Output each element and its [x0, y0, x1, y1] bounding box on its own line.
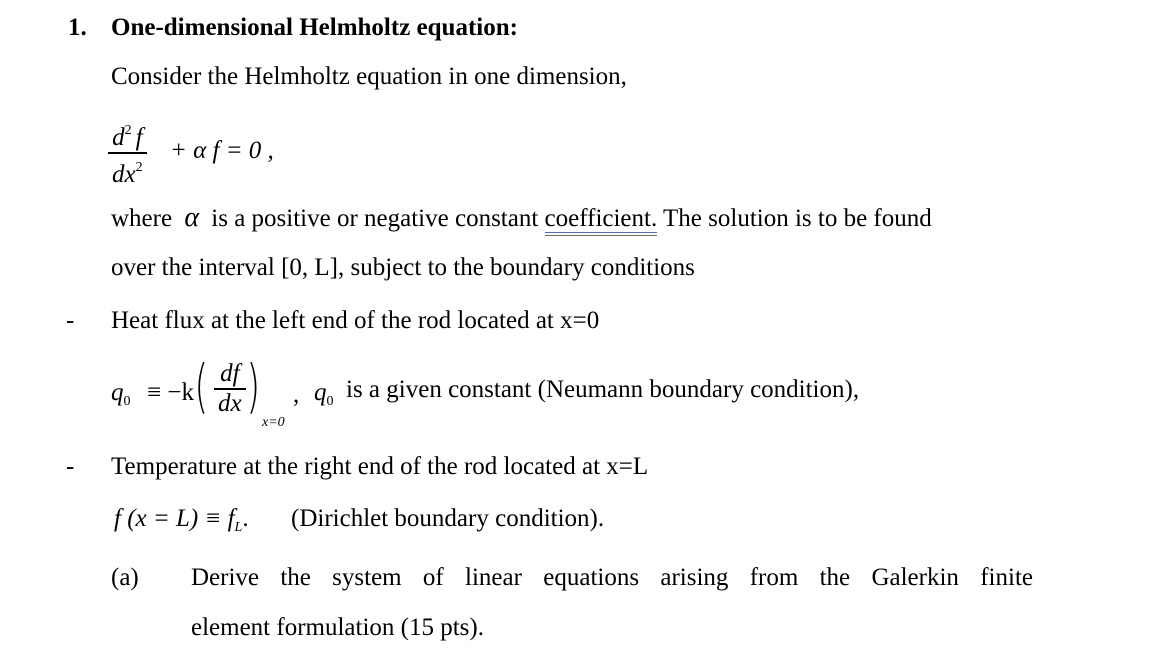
- neumann-note: is a given constant (Neumann boundary condition),: [346, 376, 860, 403]
- left-paren: (: [194, 352, 209, 420]
- desc-over: over the interval: [111, 254, 275, 281]
- main-equation-fraction: [108, 117, 147, 189]
- main-equation-denominator: $dx^2$: [112, 159, 143, 188]
- dirichlet-equation: [114, 504, 249, 543]
- neumann-fraction: [214, 360, 246, 418]
- part-a-label: (a): [111, 564, 139, 591]
- section-title-text: One-dimensional Helmholtz equation:: [111, 14, 518, 41]
- section-number: 1.: [68, 14, 87, 41]
- intro-text-content: Consider the Helmholtz equation in one dimension,: [111, 63, 627, 90]
- description-line-2: [111, 253, 695, 283]
- bc-right-text: Temperature at the right end of the rod located at x=L: [111, 453, 649, 480]
- equiv-k: ≡ −k: [147, 379, 194, 406]
- bc-left-text: Heat flux at the left end of the rod located at x=0: [111, 307, 600, 334]
- bullet-left: -: [66, 307, 75, 334]
- df-numerator: df: [220, 360, 240, 387]
- desc-mid: is a positive or negative constant: [211, 205, 539, 232]
- interval: [0, L]: [281, 254, 338, 281]
- intro-text: [111, 62, 627, 92]
- dirichlet-dot: .: [242, 505, 249, 532]
- neumann-comma: ,: [293, 381, 300, 408]
- desc-post: The solution is to be found: [663, 205, 932, 232]
- desc-subject: , subject to the boundary conditions: [338, 254, 695, 281]
- coefficient-word: coefficient.: [545, 205, 658, 236]
- part-a-line-1: Derive the system of linear equations arising from the Galerkin finite: [191, 564, 1033, 591]
- main-equation-rest-text: + α f = 0 ,: [170, 137, 274, 164]
- q0-note-var: [314, 378, 334, 417]
- right-paren: ): [246, 352, 261, 420]
- main-equation-rest: [170, 136, 274, 166]
- q-var: q: [111, 379, 124, 406]
- dx-denominator: dx: [218, 389, 242, 417]
- q-var-2: q: [314, 379, 327, 406]
- dirichlet-sub: L: [234, 520, 243, 535]
- main-equation-numerator: $d^2$ f: [112, 123, 143, 151]
- neumann-lhs: [111, 378, 131, 417]
- description-line-1: [111, 203, 932, 234]
- bullet-right: -: [66, 453, 75, 480]
- section-heading: [68, 14, 87, 42]
- section-title: [111, 14, 518, 42]
- eval-subscript: x=0: [262, 415, 285, 430]
- desc-where: where: [111, 205, 173, 232]
- q-sub: 0: [123, 394, 131, 409]
- neumann-equiv: [147, 378, 194, 408]
- q-sub-2: 0: [326, 394, 334, 409]
- dirichlet-lhs: f (x = L) ≡ f: [114, 505, 235, 532]
- part-a-line-2: element formulation (15 pts).: [191, 614, 484, 641]
- alpha-symbol: α: [184, 202, 200, 233]
- dirichlet-note: (Dirichlet boundary condition).: [291, 505, 605, 532]
